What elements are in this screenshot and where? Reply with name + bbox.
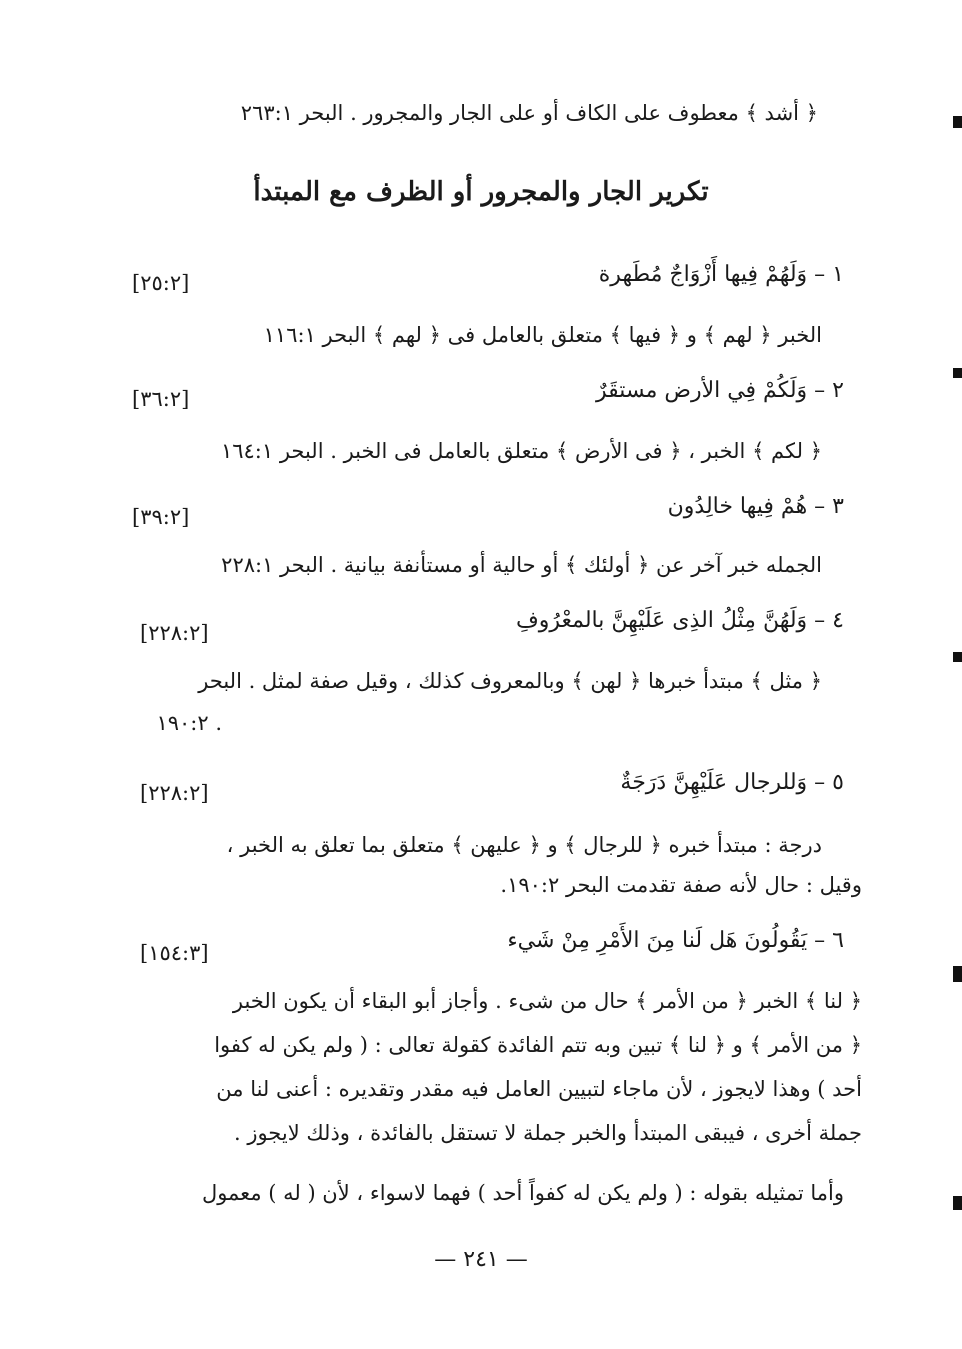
note-1-1: الخبر ﴿ لهم ﴾ و ﴿ فيها ﴾ متعلق بالعامل فى ﴿ لهم ﴾ البحر ١١٦:١ — [263, 323, 822, 347]
closing-line: وأما تمثيله بقوله : ( ولم يكن له كفواً أحد ) فهما لاسواء ، لأن ( له ) معمول — [201, 1181, 844, 1205]
verse-4: ٤ – وَلَهُنَّ مِثْلُ الذِى عَلَيْهِنَّ بالمعْرُوفِ — [515, 608, 844, 633]
verse-ref-2: [٣٦:٢] — [132, 387, 190, 411]
verse-ref-4: [٢٢٨:٢] — [140, 621, 209, 645]
verse-ref-5: [٢٢٨:٢] — [140, 781, 209, 805]
margin-mark — [953, 966, 962, 982]
verse-ref-1: [٢٥:٢] — [132, 271, 190, 295]
note-4-2: . ١٩٠:٢ — [156, 711, 222, 735]
verse-1: ١ – وَلَهُمْ فِيها أَزْوَاجٌ مُطَهرة — [598, 262, 844, 287]
top-line: ﴿ أشد ﴾ معطوف على الكاف أو على الجار والمجرور . البحر ٢٦٣:١ — [240, 101, 818, 125]
note-3-1: الجمله خبر آخر عن ﴿ أولئك ﴾ أو حالية أو مستأنفة بيانية . البحر ٢٢٨:١ — [221, 553, 822, 577]
margin-mark — [953, 652, 962, 662]
note-5-1: درجة : مبتدأ خبره ﴿ للرجال ﴾ و ﴿ عليهن ﴾ متعلق بما تعلق به الخبر ، — [226, 833, 822, 857]
note-4-1: ﴿ مثل ﴾ مبتدأ خبرها ﴿ لهن ﴾ وبالمعروف كذلك ، وقيل صفة لمثل . البحر — [198, 669, 822, 693]
note-6-3: أحد ) وهذا لايجوز ، لأن ماجاء لتبيين العامل فيه مقدر وتقديره : أعنى لنا من — [216, 1077, 862, 1101]
verse-5: ٥ – وَللرجال عَلَيْهِنَّ دَرَجَةٌ — [620, 770, 844, 795]
verse-ref-6: [١٥٤:٣] — [140, 941, 209, 965]
note-6-1: ﴿ لنا ﴾ الخبر ﴿ من الأمر ﴾ حال من شىء . وأجاز أبو البقاء أن يكون الخبر — [232, 989, 862, 1013]
note-5-2: وقيل : حال لأنه صفة تقدمت البحر ١٩٠:٢. — [500, 873, 862, 897]
margin-mark — [953, 116, 962, 128]
margin-mark — [953, 368, 962, 378]
page-number: — ٢٤١ — — [434, 1247, 528, 1272]
verse-6: ٦ – يَقُولُونَ هَل لَنا مِنَ الأَمْرِ مِنْ شَيء — [507, 928, 844, 953]
note-6-4: جملة أخرى ، فيبقى المبتدأ والخبر جملة لا تستقل بالفائدة ، وذلك لايجوز . — [233, 1121, 862, 1145]
section-heading: تكرير الجار والمجرور أو الظرف مع المبتدأ — [253, 177, 709, 207]
margin-mark — [953, 1196, 962, 1210]
note-6-2: ﴿ من الأمر ﴾ و ﴿ لنا ﴾ تبين وبه تتم الفائدة كقولة تعالى : ( ولم يكن له كفوا — [214, 1033, 862, 1057]
note-2-1: ﴿ لكم ﴾ الخبر ، ﴿ فى الأرض ﴾ متعلق بالعامل فى الخبر . البحر ١٦٤:١ — [220, 439, 822, 463]
verse-ref-3: [٣٩:٢] — [132, 505, 190, 529]
verse-3: ٣ – هُمْ فِيها خالِدُون — [667, 494, 844, 519]
verse-2: ٢ – وَلَكُمْ فِي الأرض مستقَرٌ — [596, 378, 844, 403]
